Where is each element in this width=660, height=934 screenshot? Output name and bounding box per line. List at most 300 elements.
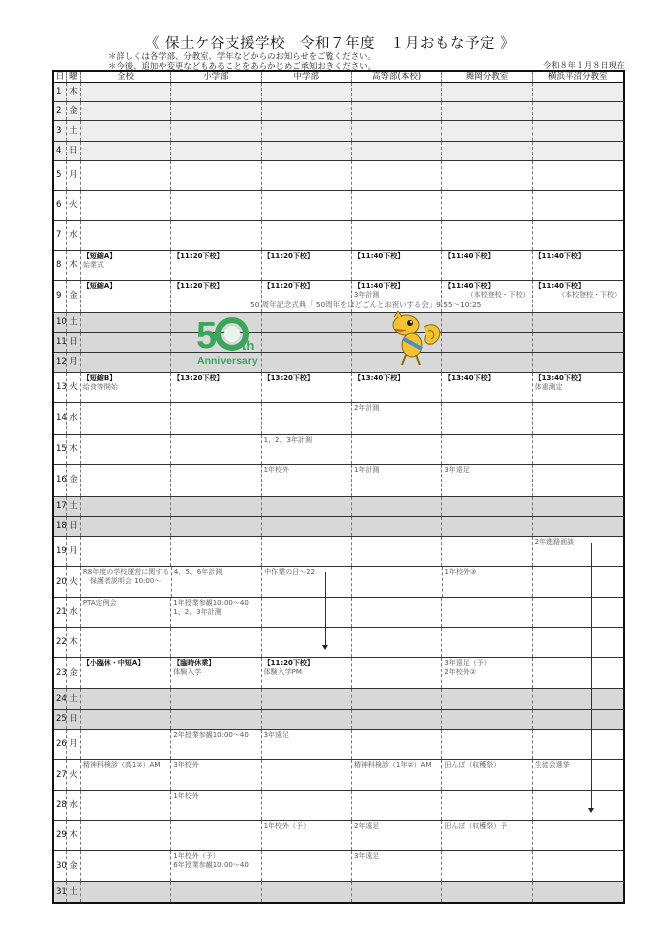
cell-hiranuma-branch [533, 313, 623, 332]
cell-elementary [171, 537, 261, 566]
dismissal-time-label: 【11:40下校】 [444, 282, 495, 290]
cell-hiranuma-branch [533, 121, 623, 141]
header-whole-school: 全校 [81, 72, 171, 82]
cell-hiranuma-branch [533, 221, 623, 250]
cell-junior-high [262, 333, 352, 352]
jh-arrow-head-icon [322, 645, 328, 650]
weekday: 火 [67, 567, 81, 597]
event-text: 6年授業参観10:00〜40 [173, 861, 249, 869]
cell-elementary [172, 567, 262, 597]
cell-junior-high [262, 435, 352, 464]
cell-junior-high [262, 537, 352, 566]
cell-whole-school [81, 760, 171, 790]
cell-hiranuma-branch [533, 142, 623, 160]
cell-maioka-branch [442, 403, 532, 434]
cell-high-school [352, 710, 442, 729]
day-number: 23 [54, 658, 67, 688]
event-text: 3年遠足 [263, 731, 290, 739]
fifty-anniversary-icon [196, 312, 262, 368]
cell-junior-high [262, 403, 352, 434]
day-number: 18 [54, 517, 67, 536]
day-number: 22 [54, 628, 67, 657]
cell-junior-high [262, 142, 352, 160]
cell-hiranuma-branch [533, 517, 623, 536]
cell-junior-high [262, 710, 352, 729]
cell-junior-high [262, 102, 352, 120]
weekday: 土 [67, 313, 81, 332]
dismissal-time-label: 【13:40下校】 [534, 374, 585, 382]
cell-elementary [171, 598, 261, 627]
event-text: 1、2、3年計測 [263, 436, 312, 444]
table-row [54, 161, 623, 191]
cell-hiranuma-branch [533, 689, 623, 709]
header-elementary: 小学部 [171, 72, 261, 82]
cell-high-school [352, 882, 442, 902]
event-text: 1年校外（予） [263, 822, 311, 830]
cell-elementary [171, 83, 261, 101]
day-number: 29 [54, 821, 67, 850]
table-row [54, 121, 623, 142]
cell-whole-school [81, 403, 171, 434]
cell-maioka-branch [442, 435, 532, 464]
cell-maioka-branch [442, 658, 532, 688]
event-text: PTA定例会 [82, 599, 117, 607]
cell-junior-high [262, 658, 352, 688]
table-row [54, 598, 623, 628]
dismissal-time-label: 【11:40下校】 [534, 252, 585, 260]
cell-junior-high [262, 598, 352, 627]
table-row [54, 791, 623, 821]
cell-high-school [352, 517, 442, 536]
cell-hiranuma-branch [533, 791, 623, 820]
cell-elementary [171, 628, 261, 657]
dismissal-time-label: 【11:20下校】 [263, 282, 314, 290]
cell-high-school [352, 121, 442, 141]
dismissal-time-label: 【13:20下校】 [263, 374, 314, 382]
cell-hiranuma-branch [533, 537, 623, 566]
weekday: 日 [67, 333, 81, 352]
cell-junior-high [262, 497, 352, 516]
table-row [54, 537, 623, 567]
cell-high-school [352, 598, 442, 627]
day-number: 21 [54, 598, 67, 627]
cell-hiranuma-branch [533, 658, 623, 688]
day-number: 16 [54, 465, 67, 496]
weekday: 木 [67, 435, 81, 464]
cell-elementary [171, 517, 261, 536]
cell-high-school [352, 689, 442, 709]
cell-high-school [352, 567, 442, 597]
cell-whole-school [81, 83, 171, 101]
cell-hiranuma-branch [533, 251, 623, 280]
table-row [54, 497, 623, 517]
cell-junior-high [262, 121, 352, 141]
cell-elementary [171, 497, 261, 516]
header-weekday: 曜 [67, 72, 81, 82]
table-row [54, 333, 623, 353]
cell-high-school [352, 251, 442, 280]
table-row [54, 710, 623, 730]
dismissal-time-label: 【13:40下校】 [353, 374, 405, 382]
cell-junior-high [262, 689, 352, 709]
cell-maioka-branch [442, 689, 532, 709]
hiranuma-duration-arrow [591, 543, 592, 809]
cell-maioka-branch [442, 353, 532, 372]
header-hiranuma-branch: 横浜平沼分教室 [548, 72, 608, 82]
event-text: 4、5、6年計測 [173, 568, 223, 576]
jh-duration-arrow [325, 572, 326, 646]
event-text: 1年計測 [353, 466, 380, 474]
cell-elementary [171, 821, 261, 850]
cell-hiranuma-branch [533, 102, 623, 120]
weekday: 金 [67, 465, 81, 496]
weekday: 金 [67, 851, 81, 881]
cell-high-school [352, 142, 442, 160]
event-text: 精神科検診（高1②）AM [82, 761, 161, 769]
cell-whole-school [81, 628, 171, 657]
cell-maioka-branch [442, 102, 532, 120]
cell-maioka-branch [442, 161, 532, 190]
event-text: R8年度の学校運営に関する [82, 568, 170, 576]
cell-hiranuma-branch [533, 882, 623, 902]
cell-junior-high [262, 567, 352, 597]
event-text: 2年授業参観10:00〜40 [173, 731, 249, 739]
cell-elementary [171, 161, 261, 190]
cell-elementary [171, 882, 261, 902]
table-header [54, 72, 623, 83]
event-text: 3年遠足 [353, 852, 380, 860]
cell-whole-school [81, 567, 172, 597]
cell-maioka-branch [442, 760, 532, 790]
day-number: 20 [54, 567, 67, 597]
day-number: 2 [54, 102, 67, 120]
event-text: 2年遠足 [353, 822, 380, 830]
cell-whole-school [81, 102, 171, 120]
weekday: 木 [67, 821, 81, 850]
day-number: 15 [54, 435, 67, 464]
cell-junior-high [262, 161, 352, 190]
cell-high-school [352, 403, 442, 434]
table-row [54, 689, 623, 710]
event-text: 1年校外 [263, 466, 290, 474]
cell-maioka-branch [442, 710, 532, 729]
table-row [54, 221, 623, 251]
cell-high-school [352, 760, 442, 790]
cell-whole-school [81, 517, 171, 536]
cell-hiranuma-branch [533, 598, 623, 627]
cell-elementary [171, 403, 261, 434]
cell-maioka-branch [443, 567, 533, 597]
table-row [54, 373, 623, 403]
cell-whole-school [81, 821, 171, 850]
cell-maioka-branch [442, 251, 532, 280]
cell-maioka-branch [442, 191, 532, 220]
cell-high-school [352, 191, 442, 220]
cell-elementary [171, 465, 261, 496]
event-text: 給食等開始 [82, 383, 118, 391]
cell-elementary [171, 221, 261, 250]
event-text: 3年計測 [353, 291, 380, 299]
cell-maioka-branch [442, 313, 532, 332]
cell-high-school [352, 791, 442, 820]
weekday: 日 [67, 710, 81, 729]
weekday: 月 [67, 537, 81, 566]
cell-whole-school [81, 221, 171, 250]
event-text: 2年計測 [353, 404, 380, 412]
cell-hiranuma-branch [533, 821, 623, 850]
weekday: 月 [67, 353, 81, 372]
cell-whole-school [81, 710, 171, 729]
cell-high-school [352, 628, 442, 657]
dismissal-time-label: 【11:20下校】 [173, 282, 224, 290]
cell-maioka-branch [442, 121, 532, 141]
cell-whole-school [81, 465, 171, 496]
cell-whole-school [81, 689, 171, 709]
cell-elementary [171, 710, 261, 729]
ceremony-banner: 50 周年記念式典「 50周年をほどごんとお祝いする会」9:55〜10:25 [250, 300, 482, 309]
cell-junior-high [262, 221, 352, 250]
header-high-school: 高等部(本校) [352, 72, 442, 82]
table-row [54, 517, 623, 537]
event-text: 1年校外③ [444, 568, 477, 576]
cell-high-school [352, 658, 442, 688]
dismissal-time-label: 【11:40下校】 [534, 282, 585, 290]
weekday: 水 [67, 403, 81, 434]
cell-elementary [171, 658, 261, 688]
cell-elementary [171, 102, 261, 120]
table-row [54, 760, 623, 791]
cell-hiranuma-branch [533, 628, 623, 657]
table-row [54, 313, 623, 333]
cell-maioka-branch [442, 142, 532, 160]
weekday: 金 [67, 281, 81, 312]
event-text: 1、2、3年計測 [173, 608, 222, 616]
table-row [54, 821, 623, 851]
table-row [54, 142, 623, 161]
hiranuma-arrow-head-icon [588, 808, 594, 813]
dismissal-time-label: 【短縮A】 [82, 252, 117, 260]
cell-whole-school [81, 497, 171, 516]
cell-whole-school [81, 598, 171, 627]
cell-high-school [352, 221, 442, 250]
weekday: 木 [67, 251, 81, 280]
anniversary-logo [196, 312, 262, 368]
weekday: 土 [67, 882, 81, 902]
dismissal-time-label: 【小臨休・中短A】 [82, 659, 145, 667]
table-row [54, 851, 623, 882]
event-text: 精神科検診（1年②）AM [353, 761, 432, 769]
cell-hiranuma-branch [533, 730, 623, 759]
event-text: 3年遠足 [444, 466, 470, 474]
cell-elementary [171, 435, 261, 464]
schedule-table [52, 70, 625, 904]
weekday: 木 [67, 83, 81, 101]
cell-elementary [171, 689, 261, 709]
event-text: 3年校外 [173, 761, 199, 769]
cell-whole-school [81, 791, 171, 820]
cell-maioka-branch [442, 465, 532, 496]
cell-high-school [352, 373, 442, 402]
cell-hiranuma-branch [533, 710, 623, 729]
cell-whole-school [81, 882, 171, 902]
cell-junior-high [262, 83, 352, 101]
cell-hiranuma-branch [533, 333, 623, 352]
event-text: 1年授業参観10:00〜40 [173, 599, 249, 607]
dismissal-time-label: 【短縮B】 [82, 374, 117, 382]
cell-whole-school [81, 730, 171, 759]
dismissal-time-label: 【11:40下校】 [353, 252, 405, 260]
cell-high-school [352, 465, 442, 496]
cell-elementary [171, 281, 261, 312]
event-text: 1年校外（予） [173, 852, 220, 860]
cell-maioka-branch [442, 821, 532, 850]
weekday: 月 [67, 161, 81, 190]
day-number: 12 [54, 353, 67, 372]
cell-whole-school [81, 161, 171, 190]
event-text: 保護者説明会 10:00〜 [82, 577, 162, 585]
weekday: 木 [67, 628, 81, 657]
event-text: 体験入学 [173, 668, 202, 676]
event-text: 体重測定 [534, 383, 563, 391]
day-number: 6 [54, 191, 67, 220]
cell-elementary [171, 251, 261, 280]
cell-maioka-branch [442, 537, 532, 566]
svg-text:th: th [242, 338, 255, 353]
cell-hiranuma-branch [533, 760, 623, 790]
cell-whole-school [81, 537, 171, 566]
cell-hiranuma-branch [533, 465, 623, 496]
dismissal-time-label: 【短縮A】 [82, 282, 117, 290]
day-number: 4 [54, 142, 67, 160]
svg-text:5: 5 [196, 315, 218, 357]
dismissal-time-label: 【臨時休業】 [173, 659, 216, 667]
cell-elementary [171, 373, 261, 402]
day-number: 30 [54, 851, 67, 881]
table-row [54, 102, 623, 121]
event-text: 体験入学PM [263, 668, 302, 676]
weekday: 水 [67, 791, 81, 820]
table-row [54, 628, 623, 658]
cell-whole-school [81, 191, 171, 220]
cell-maioka-branch [442, 83, 532, 101]
cell-junior-high [262, 251, 352, 280]
event-text: 1年校外 [173, 792, 199, 800]
note-line-2: ＊今後、追加や変更などもあることをあらかじめご承知おきください。 [108, 61, 376, 71]
cell-elementary [171, 121, 261, 141]
cell-hiranuma-branch [533, 497, 623, 516]
weekday: 水 [67, 221, 81, 250]
cell-junior-high [262, 313, 352, 332]
header-day: 日 [54, 72, 67, 82]
event-text: （本校登校・下校） [557, 291, 621, 299]
weekday: 金 [67, 658, 81, 688]
dismissal-time-label: 【13:20下校】 [173, 374, 224, 382]
cell-hiranuma-branch [533, 353, 623, 372]
table-row [54, 83, 623, 102]
cell-elementary [171, 191, 261, 220]
cell-high-school [352, 161, 442, 190]
event-text: （本校登校・下校） [466, 291, 530, 299]
cell-hiranuma-branch [533, 281, 623, 312]
weekday: 火 [67, 760, 81, 790]
cell-junior-high [262, 373, 352, 402]
cell-high-school [352, 102, 442, 120]
header-junior-high: 中学部 [262, 72, 352, 82]
cell-junior-high [262, 517, 352, 536]
table-row [54, 191, 623, 221]
cell-junior-high [262, 851, 352, 881]
cell-maioka-branch [442, 373, 532, 402]
table-row [54, 658, 623, 689]
cell-hiranuma-branch [533, 851, 623, 881]
weekday: 日 [67, 142, 81, 160]
cell-junior-high [262, 353, 352, 372]
weekday: 土 [67, 497, 81, 516]
cell-hiranuma-branch [533, 161, 623, 190]
cell-maioka-branch [442, 628, 532, 657]
note-line-1: ＊詳しくは各学部、分教室、学年などからのお知らせをご覧ください。 [108, 51, 376, 61]
cell-whole-school [81, 851, 171, 881]
cell-high-school [352, 435, 442, 464]
day-number: 7 [54, 221, 67, 250]
day-number: 25 [54, 710, 67, 729]
weekday: 土 [67, 689, 81, 709]
cell-maioka-branch [442, 791, 532, 820]
cell-junior-high [262, 465, 352, 496]
cell-maioka-branch [442, 497, 532, 516]
cell-maioka-branch [442, 221, 532, 250]
table-row [54, 730, 623, 760]
dismissal-time-label: 【11:40下校】 [353, 282, 405, 290]
event-text: 田んぼ（収穫祭） [444, 761, 501, 769]
cell-maioka-branch [442, 333, 532, 352]
table-row [54, 403, 623, 435]
day-number: 27 [54, 760, 67, 790]
cell-elementary [171, 760, 261, 790]
day-number: 31 [54, 882, 67, 902]
cell-high-school [352, 83, 442, 101]
day-number: 17 [54, 497, 67, 516]
cell-maioka-branch [442, 730, 532, 759]
weekday: 火 [67, 191, 81, 220]
as-of-date: 令和８年１月８日現在 [543, 60, 625, 70]
cell-elementary [171, 730, 261, 759]
day-number: 10 [54, 313, 67, 332]
cell-hiranuma-branch [533, 83, 623, 101]
day-number: 13 [54, 373, 67, 402]
cell-hiranuma-branch [533, 403, 623, 434]
cell-whole-school [81, 313, 171, 332]
table-row [54, 353, 623, 373]
table-row [54, 251, 623, 281]
event-text: 3年遠足（予） [444, 659, 491, 667]
dismissal-time-label: 【11:40下校】 [444, 252, 495, 260]
cell-high-school [352, 730, 442, 759]
table-row [54, 465, 623, 497]
table-row [54, 882, 623, 902]
cell-junior-high [262, 821, 352, 850]
day-number: 1 [54, 83, 67, 101]
cell-junior-high [262, 791, 352, 820]
event-text: 始業式 [82, 261, 104, 269]
weekday: 金 [67, 102, 81, 120]
cell-maioka-branch [442, 882, 532, 902]
day-number: 24 [54, 689, 67, 709]
dismissal-time-label: 【11:20下校】 [173, 252, 224, 260]
cell-hiranuma-branch [533, 373, 623, 402]
event-text: 2年校外② [444, 668, 477, 676]
cell-high-school [352, 537, 442, 566]
